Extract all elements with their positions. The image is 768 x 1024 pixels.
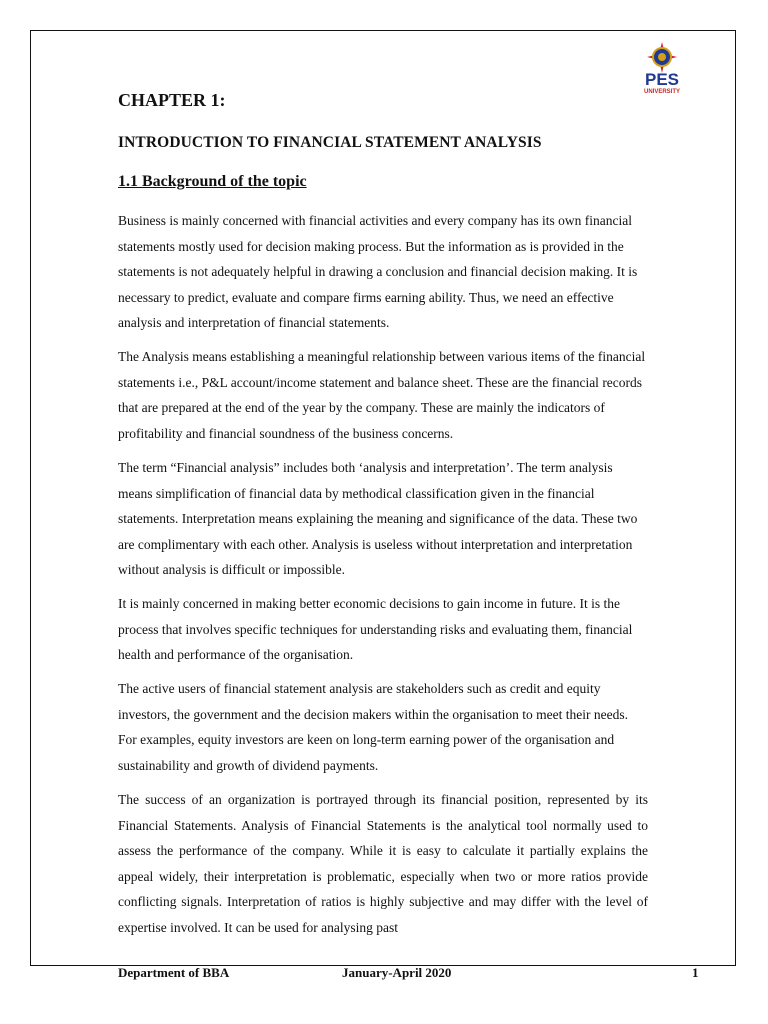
paragraph: The active users of financial statement analysis are stakeholders such as credit and equity investors, the government and the decision makers within the organisation to meet their needs. For examples, equity investors are keen on long-term earning power of the organisation and sustainability and growth of dividend payments. (118, 681, 629, 773)
compass-emblem-icon (621, 40, 703, 96)
logo-text: PES (644, 70, 680, 89)
page-number: 1 (692, 965, 699, 980)
paragraph: Business is mainly concerned with financial activities and every company has its own financial statements mostly used for decision making process. But the information as is provided in the statements is not adequately helpful in drawing a conclusion and financial decision making. It is necessary to predict, evaluate and compare firms earning ability. Thus, we need an effective analysis and interpretation of financial statements. (118, 213, 638, 330)
paragraph: The success of an organization is portrayed through its financial position, represented by its Financial Statements. Analysis of Financial Statements is the analytical tool normally used to assess the performance of the company. While it is easy to calculate it partially explains the appeal widely, their interpretation is problematic, especially when two or more ratios provide conflicting signals. Interpretation of ratios is highly subjective and may differ with the level of expertise involved. It can be used for analysing past (118, 792, 648, 935)
footer-period: January-April 2020 (342, 965, 452, 980)
logo-subtext: UNIVERSITY (643, 89, 681, 95)
paragraph: It is mainly concerned in making better economic decisions to gain income in future. It is the process that involves specific techniques for understanding risks and evaluating them, financial health and performance of the organisation. (118, 596, 633, 662)
section-heading: 1.1 Background of the topic (118, 173, 307, 190)
paragraph: The Analysis means establishing a meaningful relationship between various items of the financial statements i.e., P&L account/income statement and balance sheet. These are the financial records that are prepared at the end of the year by the company. These are mainly the indicators of profitability and financial soundness of the business concerns. (118, 349, 646, 441)
chapter-title: INTRODUCTION TO FINANCIAL STATEMENT ANALYSIS (118, 134, 542, 151)
pes-university-logo (621, 40, 703, 96)
paragraph: The term “Financial analysis” includes both ‘analysis and interpretation’. The term analysis means simplification of financial data by methodical classification given in the financial statements. Interpretation means explaining the meaning and significance of the data. These two are complimentary with each other. Analysis is useless without interpretation and interpretation without analysis is difficult or impossible. (118, 460, 638, 577)
chapter-heading: CHAPTER 1: (118, 90, 226, 110)
footer-department: Department of BBA (118, 965, 230, 980)
